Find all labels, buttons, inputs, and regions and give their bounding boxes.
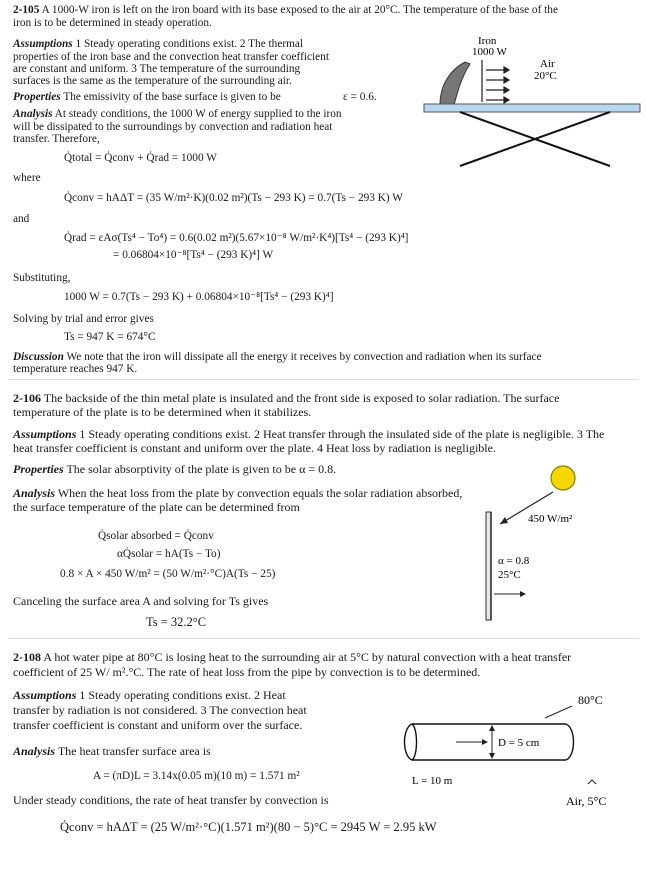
assumption-line: properties of the iron base and the convection heat transfer coefficient	[13, 51, 329, 63]
analysis-label: Analysis	[13, 744, 56, 758]
iron-label: Iron	[478, 35, 497, 47]
equation-energy-balance: Q̇solar absorbed = Q̇conv	[98, 530, 214, 542]
analysis-106	[13, 486, 462, 501]
section-divider	[8, 638, 639, 639]
assumption-line: 1 Steady operating conditions exist. 2 Heat transfer through the insulated side of the plate is negligible. 3 The	[79, 427, 605, 441]
sun-icon	[551, 466, 575, 490]
statement-line: A hot water pipe at 80°C is losing heat to the surrounding air at 5°C by natural convection with a heat transfer	[43, 650, 572, 664]
assumptions-105	[13, 38, 303, 52]
statement-line: iron is to be determined in steady operation.	[13, 17, 212, 29]
problem-105-statement	[13, 4, 558, 18]
solving-text: Solving by trial and error gives	[13, 313, 154, 325]
assumptions-106	[13, 427, 604, 442]
analysis-line: transfer. Therefore,	[13, 133, 100, 145]
assumption-line: 1 Steady operating conditions exist. 2 Heat	[79, 688, 286, 702]
statement-line: coefficient of 25 W/ m².°C. The rate of heat loss from the pipe by convection is to be determined.	[13, 665, 481, 679]
discussion-line: temperature reaches 947 K.	[13, 363, 138, 375]
analysis-105	[13, 108, 342, 122]
iron-power-label: 1000 W	[472, 46, 507, 58]
where-text: where	[13, 172, 41, 184]
problem-number: 2-105	[13, 4, 40, 16]
properties-text: The solar absorptivity of the plate is given to be α = 0.8.	[66, 462, 337, 476]
assumptions-label: Assumptions	[13, 427, 77, 441]
pipe-end-right	[566, 724, 574, 760]
equation-total-heat: Q̇total = Q̇conv + Q̇rad = 1000 W	[64, 152, 217, 164]
absorptivity-label: α = 0.8	[498, 555, 530, 567]
equation-substitution: 0.8 × A × 450 W/m² = (50 W/m²·°C)A(Ts − 25)	[60, 568, 276, 580]
convection-mark	[588, 780, 596, 784]
convection-arrowhead	[520, 591, 526, 597]
leader-line	[545, 706, 572, 718]
equation-convection: Q̇conv = hAΔT = (35 W/m²·K)(0.02 m²)(Ts − 293 K) = 0.7(Ts − 293 K) W	[64, 192, 403, 204]
assumption-line: heat transfer coefficient is constant and uniform over the plate. 4 Heat loss by radiation is negligible.	[13, 441, 496, 455]
solar-flux-label: 450 W/m²	[528, 513, 573, 525]
equation-area: A = (πD)L = 3.14x(0.05 m)(10 m) = 1.571 m²	[93, 770, 300, 782]
section-divider	[8, 379, 639, 380]
statement-line: A 1000-W iron is left on the iron board with its base exposed to the air at 20°C. The temperature of the base of the	[41, 4, 558, 16]
pipe-temp-label: 80°C	[578, 693, 603, 707]
and-text: and	[13, 213, 30, 225]
problem-number: 2-106	[13, 391, 41, 405]
substituting-text: Substituting,	[13, 272, 71, 284]
diameter-label: D = 5 cm	[498, 737, 540, 749]
properties-label: Properties	[13, 91, 61, 103]
equation-radiation-cont: = 0.06804×10⁻⁸[Ts⁴ − (293 K)⁴] W	[113, 249, 274, 261]
diameter-arrow-down	[489, 753, 495, 759]
analysis-line: will be dissipated to the surroundings by convection and radiation heat	[13, 121, 333, 133]
equation-absorbed: αQ̇solar = hA(Ts − To)	[117, 548, 221, 560]
plate-figure	[470, 460, 630, 630]
properties-label: Properties	[13, 462, 64, 476]
properties-text: The emissivity of the base surface is given to be	[63, 91, 281, 103]
problem-108-statement	[13, 650, 571, 665]
assumptions-label: Assumptions	[13, 38, 73, 50]
properties-105	[13, 91, 281, 105]
assumption-line: transfer coefficient is constant and uniform over the surface.	[13, 718, 303, 732]
discussion-line: We note that the iron will dissipate all the energy it receives by convection and radiation when its surface	[66, 351, 542, 363]
problem-106-statement	[13, 391, 559, 406]
air-label: Air	[540, 58, 555, 70]
air-temp-label: 25°C	[498, 569, 521, 581]
assumption-line: transfer by radiation is not considered. 3 The convection heat	[13, 703, 307, 717]
diameter-arrow-up	[489, 725, 495, 731]
analysis-text: The heat transfer surface area is	[57, 744, 211, 758]
cancel-text: Canceling the surface area A and solving for Ts gives	[13, 594, 269, 608]
pipe-end-left	[405, 724, 417, 760]
flow-arrowhead	[482, 739, 488, 745]
analysis-line: At steady conditions, the 1000 W of energy supplied to the iron	[54, 108, 342, 120]
heat-arrows	[482, 60, 509, 103]
equation-radiation: Q̇rad = εAσ(Ts⁴ − To⁴) = 0.6(0.02 m²)(5.67×10⁻⁸ W/m²·K⁴)[Ts⁴ − (293 K)⁴]	[64, 232, 409, 244]
equation-answer: Ts = 947 K = 674°C	[64, 331, 156, 343]
equation-answer: Ts = 32.2°C	[146, 615, 207, 629]
emissivity-value: ε = 0.6.	[343, 91, 377, 103]
analysis-label: Analysis	[13, 486, 56, 500]
analysis-108	[13, 744, 211, 759]
statement-line: The backside of the thin metal plate is insulated and the front side is exposed to solar radiation. The surface	[43, 391, 560, 405]
assumption-line: surfaces is the same as the temperature of the surrounding air.	[13, 75, 292, 87]
properties-106	[13, 462, 336, 477]
assumption-line: 1 Steady operating conditions exist. 2 The thermal	[75, 38, 304, 50]
iron-body	[440, 62, 470, 105]
analysis-line: When the heat loss from the plate by convection equals the solar radiation absorbed,	[57, 486, 463, 500]
steady-text: Under steady conditions, the rate of heat transfer by convection is	[13, 793, 329, 807]
assumptions-label: Assumptions	[13, 688, 77, 702]
equation-convection: Q̇conv = hAΔT = (25 W/m²·°C)(1.571 m²)(80 − 5)°C = 2945 W = 2.95 kW	[60, 820, 437, 834]
iron-board	[424, 104, 640, 112]
discussion-label: Discussion	[13, 351, 64, 363]
pipe-figure	[400, 688, 645, 813]
statement-line: temperature of the plate is to be determined when it stabilizes.	[13, 405, 312, 419]
iron-figure	[410, 30, 645, 170]
problem-number: 2-108	[13, 650, 41, 664]
assumption-line: are constant and uniform. 3 The temperature of the surrounding	[13, 63, 301, 75]
air-label: Air, 5°C	[566, 794, 607, 808]
analysis-line: the surface temperature of the plate can be determined from	[13, 500, 300, 514]
air-temp-label: 20°C	[534, 70, 557, 82]
analysis-label: Analysis	[13, 108, 53, 120]
assumptions-108	[13, 688, 286, 703]
equation-substitution: 1000 W = 0.7(Ts − 293 K) + 0.06804×10⁻⁸[Ts⁴ − (293 K)⁴]	[64, 291, 334, 303]
length-label: L = 10 m	[412, 775, 453, 787]
